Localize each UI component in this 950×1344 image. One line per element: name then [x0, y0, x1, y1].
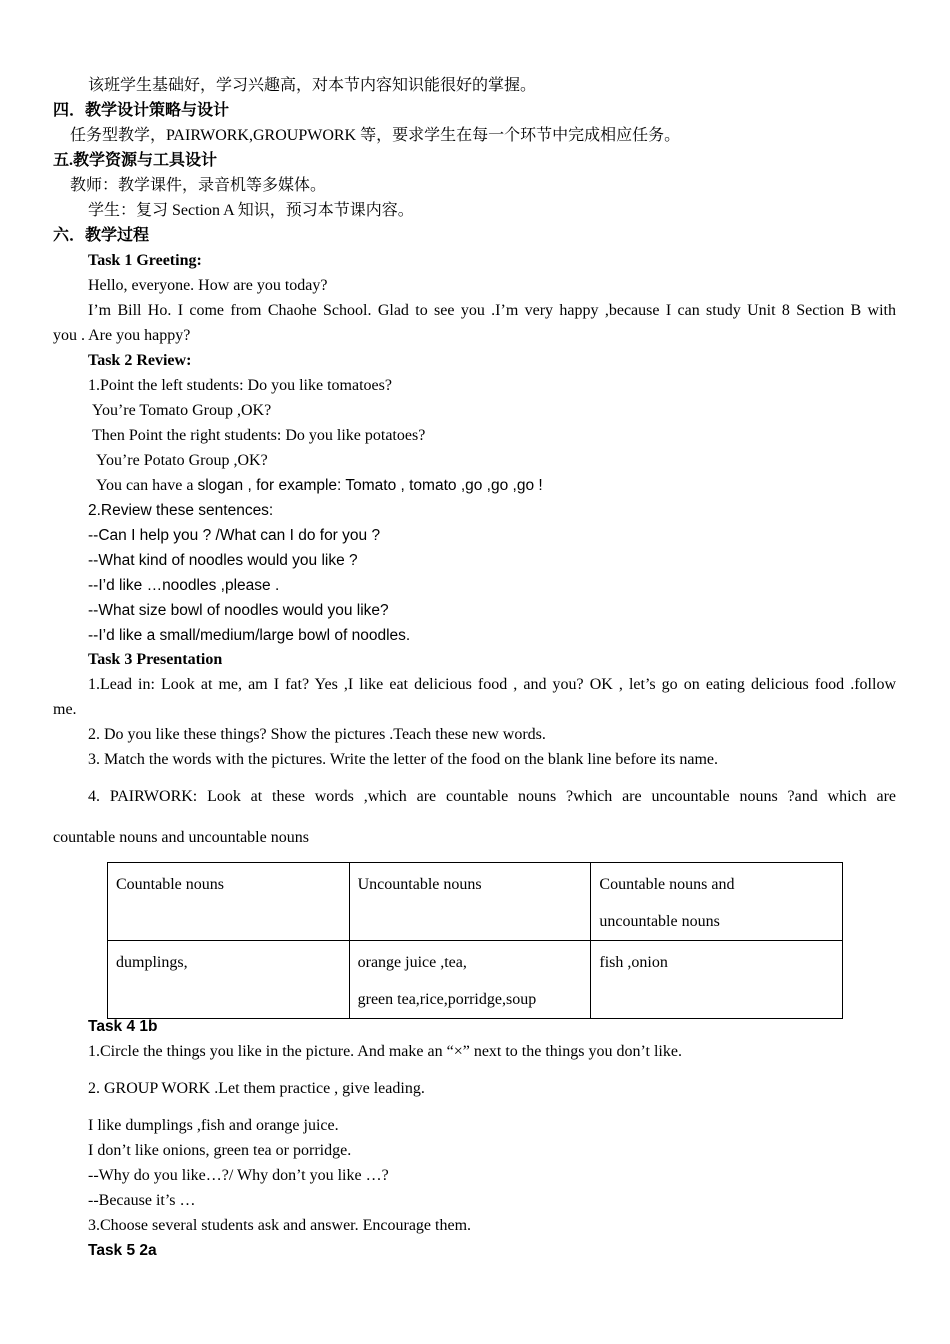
- section5-teacher: 教师：教学课件，录音机等多媒体。: [70, 177, 327, 194]
- task2-line11: --I’d like a small/medium/large bowl of noodles.: [88, 627, 411, 644]
- task5-title: Task 5 2a: [88, 1242, 157, 1259]
- task4-line2: 2. GROUP WORK .Let them practice , give leading.: [88, 1080, 425, 1097]
- cell-text: Uncountable nouns: [357, 876, 482, 893]
- task4-line5: --Why do you like…?/ Why don’t you like …?: [88, 1167, 389, 1184]
- task4-line3: I like dumplings ,fish and orange juice.: [88, 1117, 339, 1134]
- table-header-cell: [591, 863, 843, 941]
- task1-para-line1: I’m Bill Ho. I come from Chaohe School. Glad to see you .I’m very happy ,because I can study Unit 8 Section B with: [88, 302, 896, 319]
- task2-line3: Then Point the right students: Do you like potatoes?: [92, 427, 426, 444]
- section6-heading: 六．教学过程: [53, 227, 150, 244]
- task1-para-line2: you . Are you happy?: [53, 327, 191, 344]
- task3-p1-line2: me.: [53, 701, 77, 718]
- task3-p4-line2: countable nouns and uncountable nouns: [53, 829, 309, 846]
- section5-heading: 五.教学资源与工具设计: [53, 152, 218, 169]
- table-cell: [591, 941, 843, 1019]
- task1-line1: Hello, everyone. How are you today?: [88, 277, 328, 294]
- task3-p2: 2. Do you like these things? Show the pictures .Teach these new words.: [88, 726, 546, 743]
- intro-line: 该班学生基础好，学习兴趣高，对本节内容知识能很好的掌握。: [88, 77, 537, 94]
- task3-p3: 3. Match the words with the pictures. Write the letter of the food on the blank line before its name.: [88, 751, 718, 768]
- section4-body: 任务型教学，PAIRWORK,GROUPWORK 等，要求学生在每一个环节中完成相应任务。: [70, 127, 681, 144]
- task2-line4: You’re Potato Group ,OK?: [96, 452, 268, 469]
- cell-text: fish ,onion: [599, 954, 668, 971]
- task2-line5-prefix: You can have a: [96, 477, 198, 494]
- cell-text: Countable nouns: [116, 876, 224, 893]
- cell-text: uncountable nouns: [599, 913, 720, 930]
- task2-line8: --What kind of noodles would you like ?: [88, 552, 358, 569]
- nouns-table: [107, 862, 843, 1019]
- task2-line7: --Can I help you ? /What can I do for you ?: [88, 527, 381, 544]
- table-header-cell: [108, 863, 350, 941]
- cell-text: Countable nouns and: [599, 876, 735, 893]
- table-cell: [108, 941, 350, 1019]
- task2-line2: You’re Tomato Group ,OK?: [92, 402, 272, 419]
- cell-text: orange juice ,tea,: [357, 954, 467, 971]
- task2-line1: 1.Point the left students: Do you like tomatoes?: [88, 377, 392, 394]
- task2-line5-slogan: slogan , for example: Tomato , tomato ,go ,go ,go !: [197, 477, 543, 494]
- table-cell: [349, 941, 591, 1019]
- task2-line6: 2.Review these sentences:: [88, 502, 274, 519]
- cell-text: dumplings,: [116, 954, 188, 971]
- task2-line5: [96, 475, 543, 497]
- task4-line4: I don’t like onions, green tea or porridge.: [88, 1142, 352, 1159]
- task2-title: Task 2 Review:: [88, 352, 192, 369]
- task4-line7: 3.Choose several students ask and answer. Encourage them.: [88, 1217, 472, 1234]
- task2-line10: --What size bowl of noodles would you like?: [88, 602, 389, 619]
- task2-line9: --I’d like …noodles ,please .: [88, 577, 280, 594]
- task4-line6: --Because it’s …: [88, 1192, 196, 1209]
- task3-title: Task 3 Presentation: [88, 651, 223, 668]
- section5-student: 学生：复习 Section A 知识，预习本节课内容。: [88, 202, 414, 219]
- cell-text: green tea,rice,porridge,soup: [357, 991, 537, 1008]
- task4-title: Task 4 1b: [88, 1018, 158, 1035]
- table-header-cell: [349, 863, 591, 941]
- task3-p4-line1: 4. PAIRWORK: Look at these words ,which are countable nouns ?which are uncountable nouns ?and which are: [88, 788, 896, 805]
- section4-heading: 四．教学设计策略与设计: [53, 102, 230, 119]
- table-row: [108, 863, 843, 941]
- task1-title: Task 1 Greeting:: [88, 252, 202, 269]
- table-row: [108, 941, 843, 1019]
- task4-line1: 1.Circle the things you like in the picture. And make an “×” next to the things you don’t like.: [88, 1043, 682, 1060]
- task3-p1-line1: 1.Lead in: Look at me, am I fat? Yes ,I like eat delicious food , and you? OK , let’s go on eating delicious food .follow: [88, 676, 896, 693]
